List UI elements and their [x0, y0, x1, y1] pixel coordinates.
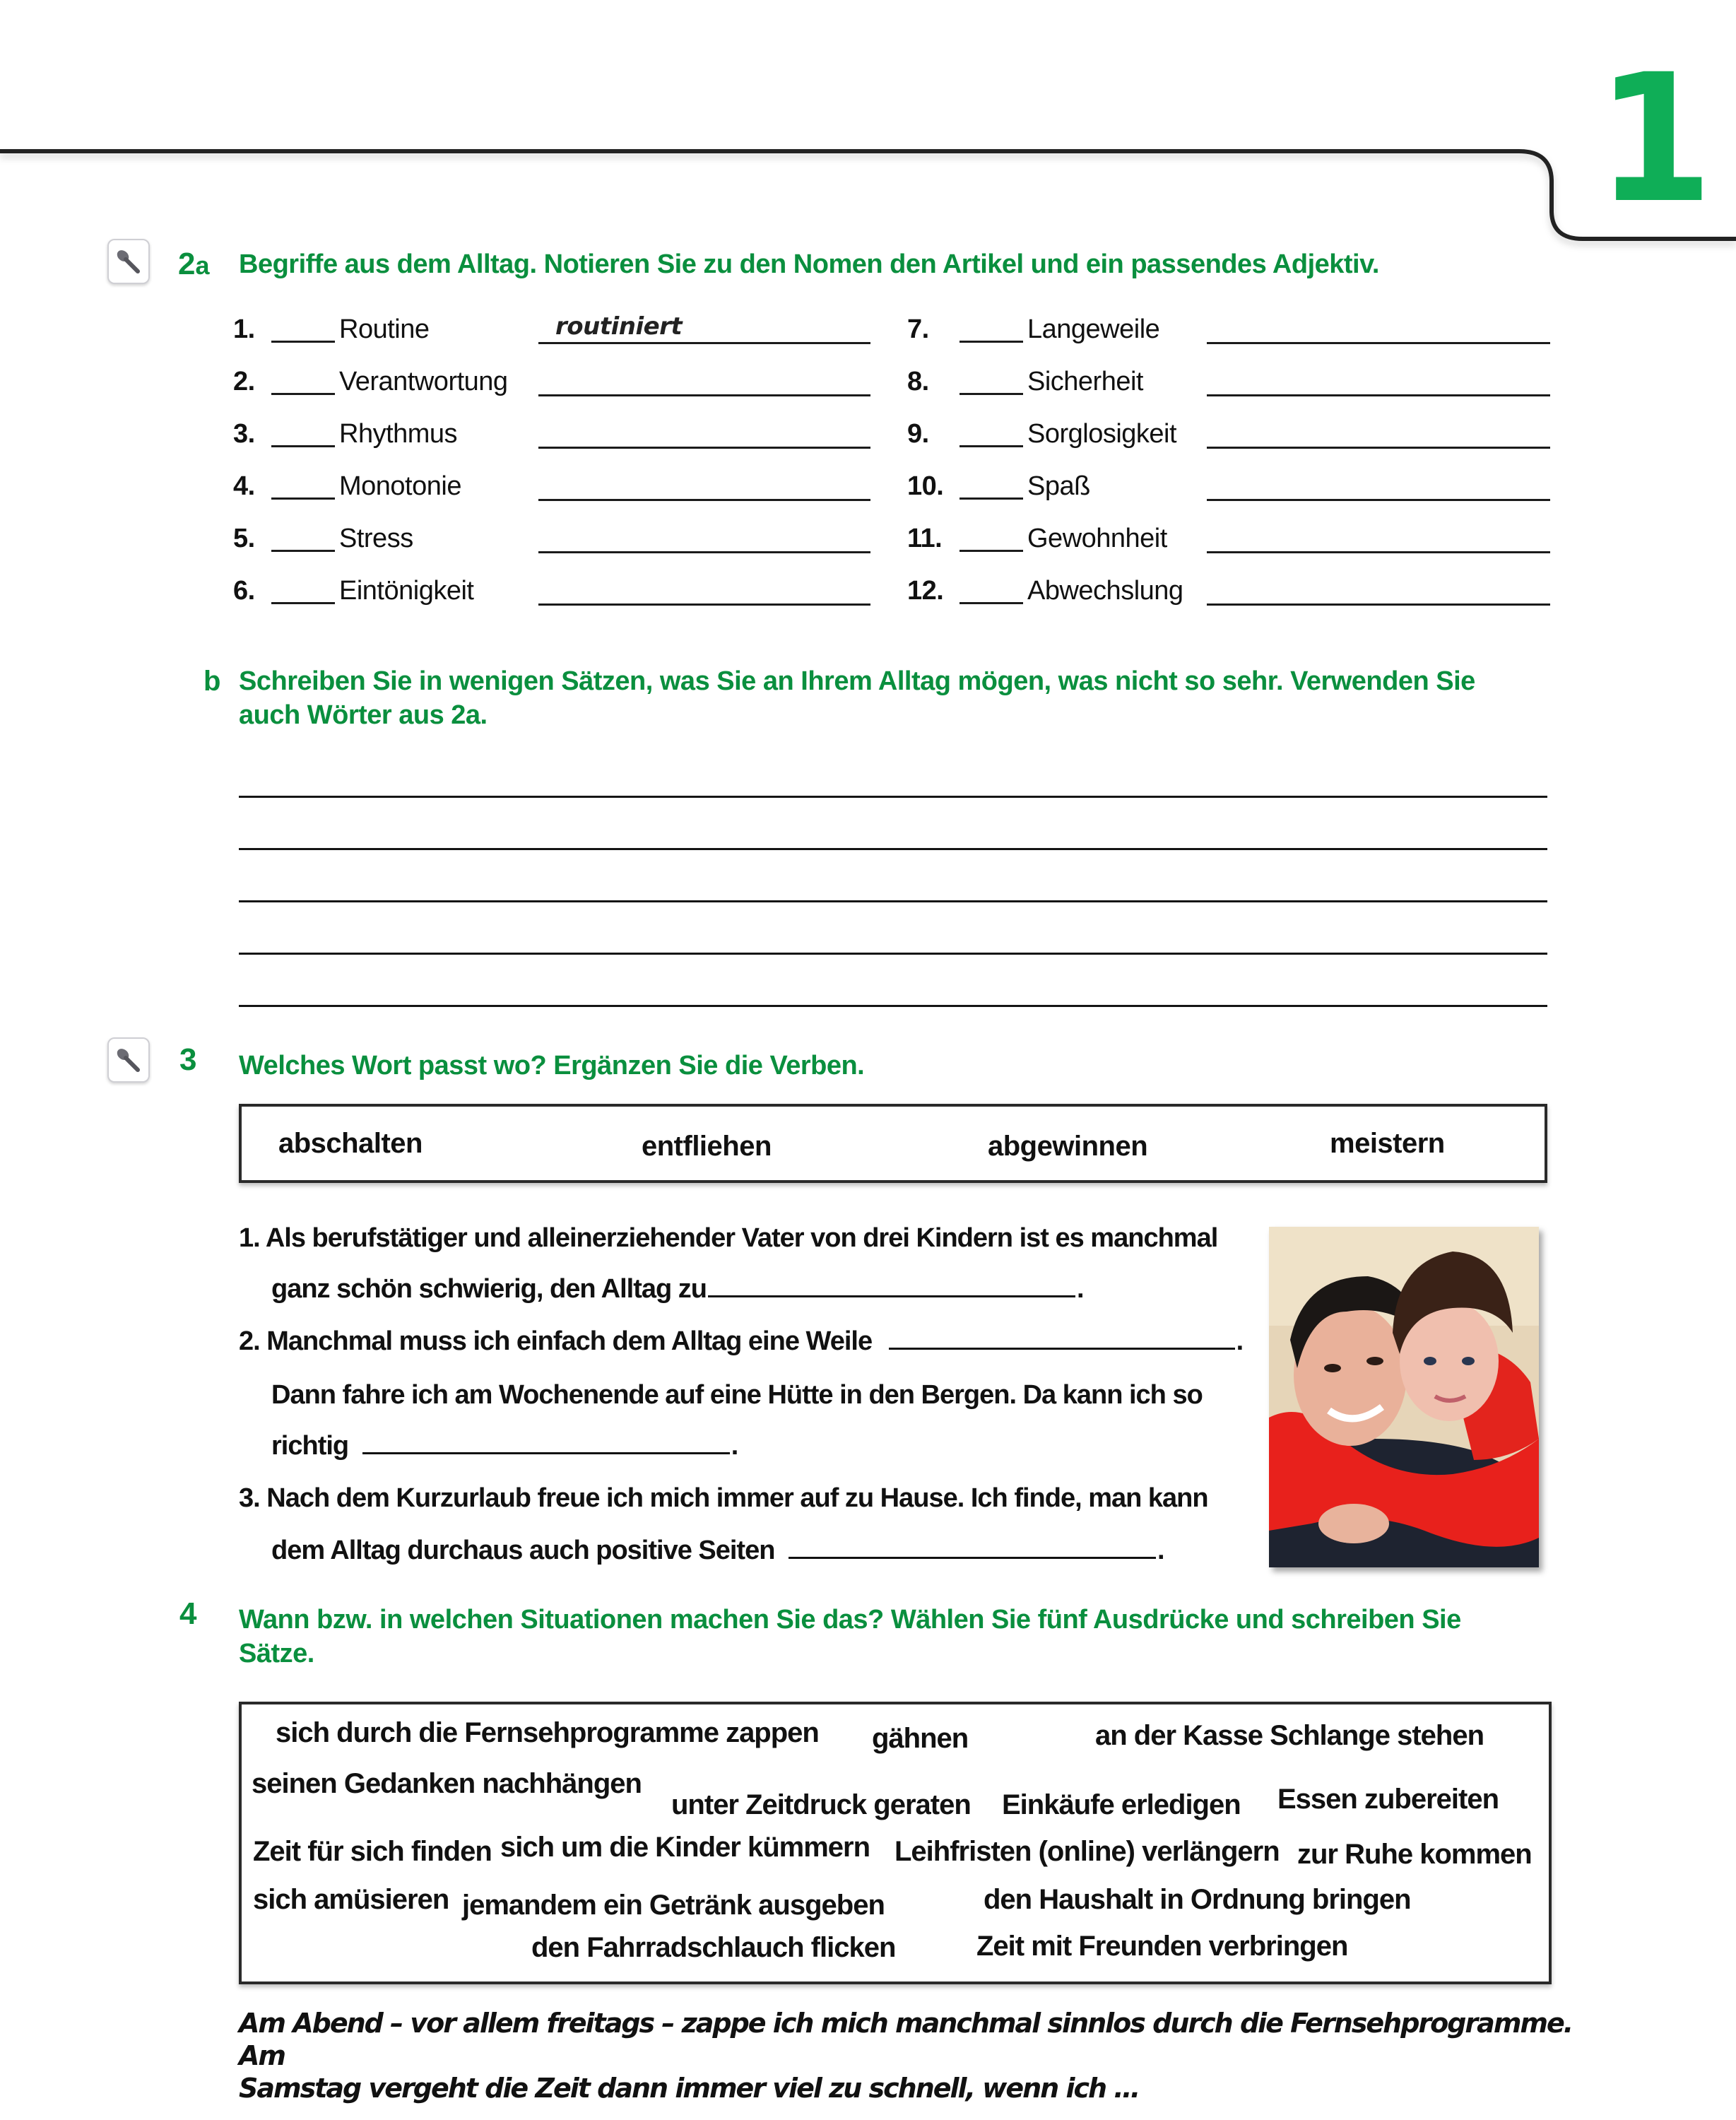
exercise-number-2a: [178, 249, 210, 280]
expression-item[interactable]: zur Ruhe kommen: [1297, 1839, 1532, 1870]
article-blank[interactable]: [271, 445, 335, 447]
sentence-number: 1.: [239, 1223, 260, 1253]
noun-row: [233, 310, 883, 349]
noun-row: [233, 519, 883, 558]
adjective-blank[interactable]: [1207, 394, 1550, 396]
adjective-blank[interactable]: [538, 499, 870, 501]
noun: Eintönigkeit: [339, 576, 474, 606]
key-icon-glyph: [114, 1046, 143, 1074]
article-blank[interactable]: [959, 341, 1023, 343]
sentence-3-line2: [271, 1533, 1164, 1567]
sentence-text: Als berufstätiger und alleinerziehender Vater von drei Kindern ist es manchmal: [265, 1223, 1218, 1253]
noun-row: [233, 466, 883, 506]
exercise-4-instruction-line2: Sätze.: [239, 1639, 314, 1668]
sentence-punct: .: [1236, 1326, 1244, 1356]
chapter-tab-border: [0, 0, 1736, 254]
exercise-label-b: b: [203, 666, 221, 697]
answer-line[interactable]: [239, 900, 1547, 902]
expression-item[interactable]: jemandem ein Getränk ausgeben: [462, 1890, 885, 1921]
sentence-3-line1: [239, 1481, 1208, 1515]
verb-box: [239, 1104, 1547, 1183]
verb-option[interactable]: abgewinnen: [988, 1131, 1148, 1162]
sentence-number: 3.: [239, 1483, 260, 1513]
item-number: 1.: [233, 314, 255, 344]
adjective-blank[interactable]: [1207, 342, 1550, 344]
article-blank[interactable]: [959, 602, 1023, 604]
item-number: 8.: [907, 367, 929, 396]
noun: Stress: [339, 524, 413, 553]
item-number: 3.: [233, 419, 255, 449]
expression-item[interactable]: Einkäufe erledigen: [1002, 1789, 1241, 1820]
article-blank[interactable]: [271, 602, 335, 604]
noun-row: [907, 414, 1557, 454]
noun-row: [907, 310, 1557, 349]
expression-item[interactable]: sich um die Kinder kümmern: [500, 1832, 870, 1863]
expression-item[interactable]: den Haushalt in Ordnung bringen: [984, 1884, 1411, 1915]
expression-item[interactable]: sich amüsieren: [253, 1884, 449, 1915]
article-blank[interactable]: [271, 497, 335, 500]
example-line-2: Samstag vergeht die Zeit dann immer viel zu schnell, wenn ich …: [239, 2073, 1140, 2104]
noun: Routine: [339, 314, 430, 344]
answer-line[interactable]: [239, 848, 1547, 850]
gap-input[interactable]: [889, 1348, 1235, 1350]
noun: Monotonie: [339, 471, 461, 501]
adjective-blank[interactable]: [538, 394, 870, 396]
noun-row: [907, 519, 1557, 558]
item-number: 9.: [907, 419, 929, 449]
exercise-number: 2: [178, 247, 196, 281]
expression-item[interactable]: den Fahrradschlauch flicken: [531, 1932, 896, 1963]
sentence-punct: .: [1077, 1274, 1084, 1304]
noun: Abwechslung: [1027, 576, 1183, 606]
photo-illustration: [1269, 1227, 1539, 1567]
exercise-number-3: 3: [179, 1042, 197, 1077]
key-icon[interactable]: [107, 1037, 150, 1083]
expression-item[interactable]: Zeit mit Freunden verbringen: [976, 1931, 1348, 1962]
noun-row: [233, 362, 883, 401]
expression-item[interactable]: gähnen: [872, 1723, 969, 1754]
item-number: 11.: [907, 524, 943, 553]
expression-box: [239, 1702, 1552, 1984]
noun-row: [907, 466, 1557, 506]
noun: Verantwortung: [339, 367, 508, 396]
sentence-text: ganz schön schwierig, den Alltag zu: [271, 1274, 707, 1304]
expression-item[interactable]: Essen zubereiten: [1277, 1784, 1499, 1815]
exercise-sub-letter: a: [195, 251, 210, 280]
sentence-text: Manchmal muss ich einfach dem Alltag eine Weile: [266, 1326, 873, 1356]
adjective-blank[interactable]: [538, 603, 870, 606]
verb-option[interactable]: abschalten: [278, 1128, 423, 1159]
exercise-2b-instruction-line2: auch Wörter aus 2a.: [239, 700, 488, 730]
adjective-blank[interactable]: [538, 551, 870, 553]
answer-line[interactable]: [239, 953, 1547, 955]
exercise-2b-instruction-line1: Schreiben Sie in wenigen Sätzen, was Sie an Ihrem Alltag mögen, was nicht so sehr. Verwenden Sie: [239, 666, 1475, 696]
example-text: [239, 2007, 1581, 2104]
item-number: 2.: [233, 367, 255, 396]
article-blank[interactable]: [959, 393, 1023, 395]
expression-item[interactable]: seinen Gedanken nachhängen: [252, 1768, 642, 1799]
answer-line[interactable]: [239, 796, 1547, 798]
verb-option[interactable]: entfliehen: [642, 1131, 772, 1162]
item-number: 6.: [233, 576, 255, 606]
key-icon[interactable]: [107, 239, 150, 284]
sentence-2-line2: Dann fahre ich am Wochenende auf eine Hütte in den Bergen. Da kann ich so: [271, 1380, 1203, 1410]
noun: Sicherheit: [1027, 367, 1143, 396]
sentence-2-line3: [271, 1429, 738, 1463]
noun: Sorglosigkeit: [1027, 419, 1177, 449]
adjective-blank[interactable]: [1207, 499, 1550, 501]
article-blank[interactable]: [271, 550, 335, 552]
expression-item[interactable]: Leihfristen (online) verlängern: [894, 1836, 1280, 1867]
verb-option[interactable]: meistern: [1330, 1128, 1445, 1159]
sentence-text: Nach dem Kurzurlaub freue ich mich immer auf zu Hause. Ich finde, man kann: [266, 1483, 1208, 1513]
photo-father-and-son: [1269, 1227, 1539, 1567]
sentence-2-line1: [239, 1324, 1243, 1358]
noun-row: [907, 571, 1557, 611]
expression-item[interactable]: Zeit für sich finden: [253, 1836, 492, 1867]
sentence-number: 2.: [239, 1326, 260, 1356]
sentence-1-line2: [271, 1272, 1084, 1306]
key-icon-glyph: [114, 247, 143, 276]
sentence-1-line1: [239, 1221, 1217, 1255]
noun: Gewohnheit: [1027, 524, 1167, 553]
exercise-4-instruction-line1: Wann bzw. in welchen Situationen machen Sie das? Wählen Sie fünf Ausdrücke und schreiben Sie: [239, 1605, 1461, 1635]
adjective-blank[interactable]: [538, 447, 870, 449]
article-blank[interactable]: [959, 550, 1023, 552]
sentence-text: dem Alltag durchaus auch positive Seiten: [271, 1536, 775, 1565]
noun-row: [233, 414, 883, 454]
item-number: 12.: [907, 576, 944, 606]
expression-item[interactable]: an der Kasse Schlange stehen: [1095, 1720, 1484, 1751]
sentence-punct: .: [731, 1431, 738, 1461]
exercise-3-instruction: Welches Wort passt wo? Ergänzen Sie die Verben.: [239, 1051, 865, 1080]
item-number: 5.: [233, 524, 255, 553]
answer-line[interactable]: [239, 1005, 1547, 1007]
article-blank[interactable]: [271, 393, 335, 395]
item-number: 7.: [907, 314, 929, 344]
adjective-blank[interactable]: [1207, 603, 1550, 606]
example-line-1: Am Abend – vor allem freitags – zappe ich mich manchmal sinnlos durch die Fernsehprogramme. Am: [239, 2008, 1573, 2071]
adjective-blank[interactable]: [1207, 447, 1550, 449]
expression-item[interactable]: unter Zeitdruck geraten: [671, 1789, 971, 1820]
noun-row: [233, 571, 883, 611]
noun: Langeweile: [1027, 314, 1160, 344]
sentence-punct: .: [1157, 1536, 1164, 1565]
exercise-number-4: 4: [179, 1596, 197, 1631]
gap-input[interactable]: [789, 1557, 1156, 1559]
exercise-2a-instruction: Begriffe aus dem Alltag. Notieren Sie zu den Nomen den Artikel und ein passendes Adjektiv.: [239, 249, 1379, 279]
expression-item[interactable]: sich durch die Fernsehprogramme zappen: [276, 1717, 819, 1748]
noun: Spaß: [1027, 471, 1090, 501]
noun: Rhythmus: [339, 419, 458, 449]
gap-input[interactable]: [362, 1452, 730, 1454]
sentence-text: richtig: [271, 1431, 349, 1461]
adjective-blank[interactable]: [1207, 551, 1550, 553]
article-blank[interactable]: [959, 445, 1023, 447]
article-blank[interactable]: [959, 497, 1023, 500]
item-number: 10.: [907, 471, 944, 501]
adjective-answer: routiniert: [555, 312, 683, 341]
noun-row: [907, 362, 1557, 401]
item-number: 4.: [233, 471, 255, 501]
gap-input[interactable]: [708, 1295, 1075, 1297]
article-blank[interactable]: [271, 341, 335, 343]
chapter-number: 1: [1596, 36, 1713, 242]
